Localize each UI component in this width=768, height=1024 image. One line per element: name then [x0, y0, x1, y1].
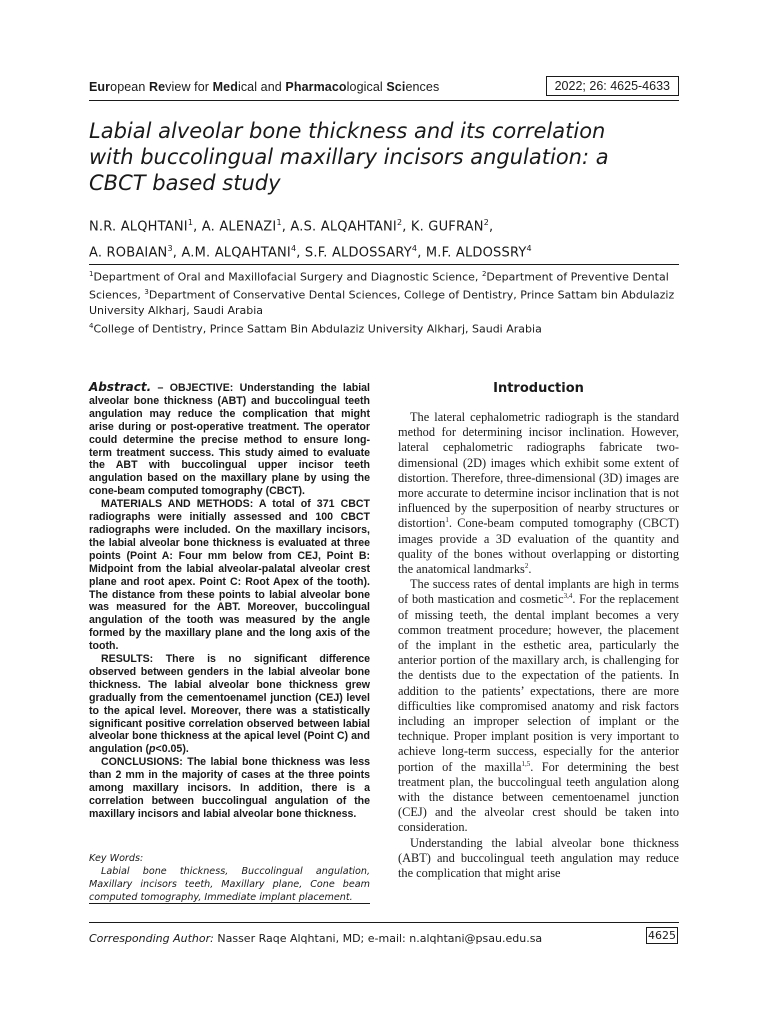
keywords — [89, 852, 370, 904]
author-affiliation-mark: 4 — [526, 244, 532, 254]
citation-ref: 3,4 — [563, 592, 573, 601]
journal-name-bold: Sci — [386, 80, 406, 94]
introduction-heading: Introduction — [493, 381, 584, 396]
corresponding-author-label: Corresponding Author: — [89, 932, 214, 945]
intro-paragraph — [398, 836, 679, 882]
abstract-heading: CONCLUSIONS: — [101, 756, 183, 769]
footer-rule — [89, 922, 679, 923]
abstract-section — [89, 498, 370, 653]
p-value-symbol: p — [149, 743, 156, 756]
affiliation-text: Department of Oral and Maxillofacial Surgery and Diagnostic Science, — [93, 270, 482, 284]
author-affiliation-mark: 2 — [396, 218, 403, 227]
abstract-text: Understanding the labial alveolar bone thickness (ABT) and buccolingual teeth angulation may reduce the complication that might arise during or post-operative treatment. The operator could determine the precise method to ensure long-term treatment success. This study aimed to evaluate the ABT with buccolingual upper incisor teeth angulation based on the maxillary plane by using the cone-beam computed tomography (CBCT). — [89, 382, 370, 498]
journal-name-part: view for — [165, 80, 213, 94]
affiliation — [89, 319, 684, 337]
abstract-label: Abstract. — [89, 380, 152, 394]
affiliation-mark: 3 — [144, 288, 149, 297]
author-name: S.F. ALDOSSARY — [304, 245, 412, 261]
intro-text: The success rates of dental implants are high in terms of both mastication and cosmetic — [398, 577, 679, 607]
abstract-text: There is no significant difference observed between genders in the labial alveolar bone thickness. The labial alveolar bone thickness grew gradually from the cementoenamel junction (CEJ) level to the apical level. Moreover, there was a statistically significant positive correlation observed between labial alveolar bone thickness at the apical level (Point C) and angulation ( — [89, 653, 370, 756]
corresponding-author-text: Nasser Raqe Alqhtani, MD; e-mail: n.alqhtani@psau.edu.sa — [213, 932, 543, 945]
abstract-text: The labial bone thickness was less than 2 mm in the majority of cases at the three points among maxillary incisors. In addition, there is a correlation between buccolingual angulation of the maxillary incisors and labial alveolar bone thickness. — [89, 756, 370, 820]
author-name: A. ROBAIAN — [89, 245, 168, 261]
affiliation-rule — [89, 264, 679, 265]
journal-name-part: ences — [405, 80, 440, 94]
journal-name-bold: Re — [148, 80, 166, 94]
intro-text: Understanding the labial alveolar bone thickness (ABT) and buccolingual teeth angulation may reduce the complication that might arise — [398, 835, 679, 881]
author-list — [89, 212, 689, 265]
article-title: Labial alveolar bone thickness and its correlation with buccolingual maxillary incisors angulation: a CBCT based study — [89, 119, 609, 195]
keywords-text: Labial bone thickness, Buccolingual angulation, Maxillary incisors teeth, Maxillary plane, Cone beam computed tomography, Immediate implant placement. — [89, 866, 370, 903]
abstract-section — [89, 653, 370, 756]
author-name: A.M. ALQAHTANI — [181, 245, 291, 261]
affiliation — [89, 267, 684, 319]
keywords-rule — [89, 903, 370, 904]
intro-paragraph — [398, 577, 679, 835]
journal-name-bold: Med — [212, 80, 238, 94]
introduction-body — [398, 410, 679, 881]
author-line: A. ROBAIAN$^3$, A.M. ALQAHTANI$^4$, S.F. ALDOSSARY$^4$, M.F. ALDOSSRY$^4$ — [89, 244, 532, 261]
journal-name-part: ical and — [237, 80, 286, 94]
corresponding-author — [89, 932, 649, 945]
intro-text: . For determining the best treatment plan, the buccolingual teeth angulation along with the distance between cementoenamel junction (CEJ) and the alveolar crest should be taken into consideration. — [398, 759, 680, 835]
author-affiliation-mark: 2 — [483, 218, 489, 227]
author-affiliation-mark: 3 — [167, 244, 173, 254]
citation-ref: 1,5 — [521, 759, 531, 768]
journal-name-bold: Eur — [89, 80, 111, 94]
intro-text: . Cone-beam computed tomography (CBCT) images provide a 3D evaluation of the quantity and quality of the bones without overlapping or distorting the anatomical landmarks — [398, 516, 679, 577]
author-affiliation-mark: 1 — [187, 218, 194, 227]
header-rule — [89, 100, 679, 101]
author-name: M.F. ALDOSSRY — [425, 245, 527, 261]
abstract-text: A total of 371 CBCT radiographs were initially assessed and 100 CBCT radiographs were included. On the maxillary incisors, the labial alveolar bone thickness is evaluated at three points (Point A: Four mm below from CEJ, Point B: Midpoint from the labial alveolar-palatal alveolar crest plane and root apex. Point C: Root Apex of the tooth). The distance from these points to labial alveolar bone was measured for the ABT. Moreover, buccolingual angulation of the tooth was measured by the angle formed by the maxillary plane and the long axis of the tooth. — [89, 498, 370, 653]
author-name: N.R. ALQHTANI — [89, 219, 188, 235]
author-affiliation-mark: 4 — [411, 244, 418, 254]
journal-name-part: opean — [110, 80, 149, 94]
intro-paragraph — [398, 410, 679, 577]
affiliation-mark: 4 — [89, 321, 94, 330]
abstract-section — [89, 756, 370, 821]
affiliation-mark: 2 — [481, 270, 487, 278]
journal-name-bold: Pharmaco — [285, 80, 347, 94]
author-affiliation-mark: 4 — [290, 244, 297, 254]
intro-text: . — [528, 562, 532, 577]
journal-header — [89, 76, 679, 102]
author-affiliation-mark: 1 — [276, 218, 282, 227]
author-name: K. GUFRAN — [410, 219, 484, 235]
abstract-heading: MATERIALS AND METHODS: — [101, 498, 254, 511]
author-name: A. ALENAZI — [201, 219, 277, 235]
affiliation-mark: 1 — [89, 270, 94, 278]
keywords-label: Key Words: — [89, 853, 144, 864]
intro-text: The lateral cephalometric radiograph is the standard method for determining incisor inclination. However, lateral cephalometric radiographs fabricate two-dimensional (2D) images which exhibit some extent of distortion. Therefore, three-dimensional (3D) images are more accurate to determine incisor inclination that is not influenced by the superposition of nearby structures or distortion — [398, 410, 679, 531]
citation-box: 2022; 26: 4625-4633 — [546, 76, 679, 96]
journal-name — [89, 80, 439, 94]
author-line: N.R. ALQHTANI$^1$, A. ALENAZI$^1$, A.S. ALQAHTANI$^2$, K. GUFRAN$^2$, — [89, 218, 494, 235]
abstract-text-after: <0.05). — [155, 743, 189, 756]
abstract-section — [89, 381, 370, 498]
affiliations — [89, 267, 684, 337]
page-number: 4625 — [648, 929, 676, 942]
abstract-heading: OBJECTIVE: — [169, 382, 234, 394]
abstract-dash: – — [151, 382, 170, 394]
abstract-heading: RESULTS: — [101, 653, 154, 666]
affiliation-text: College of Dentistry, Prince Sattam Bin Abdulaziz University Alkharj, Saudi Arabia — [93, 322, 542, 336]
intro-text: . For the replacement of missing teeth, the dental implant becomes a very common treatment procedure; however, the placement of the implant in the esthetic area, particularly the anterior portion of the maxillary arch, is challenging for the dentists due to the expectation of the patients. In addition to the patients’ expectations, there are more difficulties like compromised anatomy and risk factors including an improper selection of implant or the technique. Proper implant position is very important to achieve long-term success, especially for the anterior portion of the maxilla — [398, 592, 679, 774]
journal-name-part: logical — [346, 80, 387, 94]
abstract — [89, 381, 370, 821]
citation-ref: 1 — [445, 516, 449, 525]
author-name: A.S. ALQAHTANI — [290, 219, 397, 235]
citation-ref: 2 — [524, 561, 529, 570]
affiliation-text: Department of Conservative Dental Sciences, College of Dentistry, Prince Sattam bin Abdulaziz University Alkharj, Saudi Arabia — [89, 288, 675, 318]
affiliation-text: Department of Preventive Dental Sciences, — [89, 270, 669, 302]
